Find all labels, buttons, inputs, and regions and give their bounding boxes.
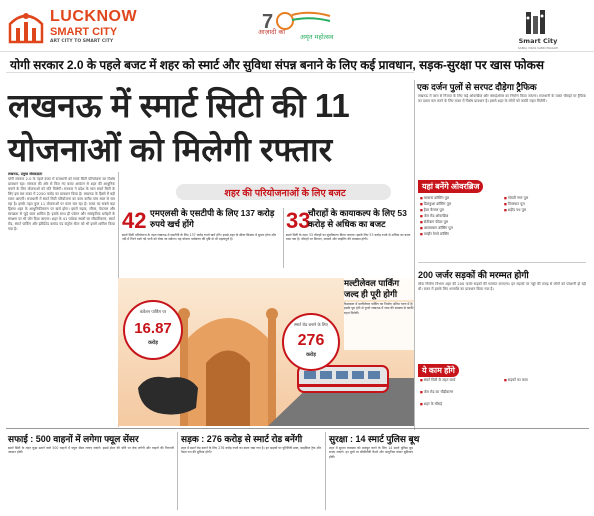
badge1-text: कंवेंशन पार्किंग पर [139, 309, 167, 314]
headline-line-2: योजनाओं को मिलेगी रफ्तार [8, 131, 333, 168]
masthead [0, 0, 594, 52]
parking-title: मल्टीलेवल पार्किंग जल्द ही पूरी होगी [344, 278, 414, 300]
left-body-text: योगी सरकार 2.0 के पहले बजट में राजधानी को स्मार्ट सिटी परियोजना का विशेष प्रावधान रहा। सरकार की ओर से किए गए बजट आवंटन से शहर की आधुनिक बनाने के लिए योजनाओं को गति मिलेगी। सरकार ने प्रदेश के सात स्मार्ट सिटी के लिए इस बार बजट में 2250 करोड़ का प्रावधान किया है। लखनऊ के हिस्से में बड़ी रकम आएगी। राजधानी में स्मार्ट सिटी परियोजना का काम करीब पांच साल से चल रहा है। इसके तहत कुल 11 योजनाओं पर काम चल रहा है। बजट का सबसे बड़ा हिस्सा शहर के आधुनिकीकरण पर खर्च होगा। इसमें सड़क, सीवर, पेयजल और स्वच्छता से जुड़े काम शामिल हैं। इसके साथ ही पर्यटन और सांस्कृतिक धरोहरों के संरक्षण पर भी जोर दिया जाएगा। शहर के 41 पर्यटक स्थलों का सौंदर्यीकरण, स्मार्ट रोड, स्मार्ट पार्किंग और इंटीग्रेटेड कमांड एंड कंट्रोल सेंटर को भी इसमें शामिल किया गया है। [8, 177, 115, 231]
bottom-col3-body: शहर में सुरक्षा व्यवस्था को मजबूत करने के लिए 14 स्मार्ट पुलिस बूथ बनाए जाएंगे। इन बूथों पर सीसीटीवी कैमरे और आधुनिक संचार सुविधाएं होंगी। [329, 446, 413, 459]
badge1-unit: करोड़ [148, 340, 158, 346]
svg-text:7: 7 [262, 11, 274, 33]
left-column [8, 172, 115, 472]
smart-city-label: Smart City [518, 37, 558, 45]
logo-tagline: ART CITY TO SMART CITY [50, 39, 114, 44]
logo-subtitle: SMART CITY [50, 26, 118, 38]
headline [8, 84, 418, 172]
bottom-col1-body: स्मार्ट सिटी के तहत कूड़ा उठाने वाले 500 वाहनों में फ्यूल सेंसर लगाए जाएंगे। इससे ईंधन की चोरी पर रोक लगेगी और वाहनों की निगरानी आसान होगी। [8, 446, 174, 455]
right-title: एक दर्जन पुलों से सरपट दौड़ेगा ट्रैफिक [417, 82, 537, 92]
dateline: लखनऊ, प्रमुख संवाददाता [8, 172, 43, 176]
logo-title: LUCKNOW [50, 8, 138, 25]
item2-number: 33 [286, 208, 311, 233]
column-divider [414, 80, 415, 430]
list-item: ■ आलमबाग क्रॉसिंग पुल [420, 226, 453, 231]
list-item: ■ पिपरघाट पुल [504, 202, 525, 207]
bottom-col3-head: सुरक्षा : 14 स्मार्ट पुलिस बूथ [329, 434, 420, 444]
list-item: ■ मल्हौर रेलवे क्रॉसिंग [420, 232, 449, 237]
column-divider [177, 432, 178, 510]
azadi-line2: अमृत महोत्सव [300, 33, 334, 41]
roads-body: लोक निर्माण विभाग शहर की 200 जर्जर सड़कों की मरम्मत कराएगा। इन सड़कों पर गड्ढों की वजह से लोगों को परेशानी हो रही थी। बजट में इसके लिए धनराशि का प्रावधान किया गया है। [418, 282, 586, 291]
list-item: ■ डिलकुशा क्रॉसिंग पुल [420, 202, 451, 207]
bottom-col2-head: सड़क : 276 करोड़ से स्मार्ट रोड बनेंगी [181, 434, 303, 444]
column-divider [325, 432, 326, 510]
item1-number: 42 [122, 208, 147, 233]
item2-title: चौराहों के कायाकल्प के लिए 53 करोड़ से अधिक का बजट [308, 208, 407, 229]
list-item: ■ हैदर कैनाल पुल [420, 208, 444, 213]
works-list [420, 378, 588, 428]
bottom-col1-head: सफाई : 500 वाहनों में लगेगा फ्यूल सेंसर [8, 434, 139, 444]
list-item: ■ गोमती नगर पुल [504, 196, 528, 201]
divider [6, 428, 589, 429]
badge2-number: 276 [297, 332, 325, 349]
list-item: ■ जेल रोड ओवरब्रिज [420, 214, 448, 219]
item2-body: स्मार्ट सिटी के तहत 33 चौराहों का सुंदरीकरण किया जाएगा। इसके लिए 53 करोड़ रुपये से अधिक का बजट रखा गया है। चौराहों पर सिग्नल, फव्वारे और लाइटिंग की व्यवस्था होगी। [286, 233, 411, 242]
overbridge-list [420, 196, 588, 254]
list-item: ■ मरवाना क्रॉसिंग पुल [420, 196, 449, 201]
badge2-unit: करोड़ [306, 352, 316, 358]
right-intro: लखनऊ में जाम से निजात के लिए कई ओवरब्रिज और फ्लाईओवर का निर्माण किया जाएगा। राजधानी के व्यस्त चौराहों पर ट्रैफिक का दबाव कम करने के लिए बजट में विशेष प्रावधान है। इससे शहर के लोगों को काफी राहत मिलेगी। [418, 94, 586, 103]
overbridge-head: यहां बनेंगे ओवरब्रिज [418, 180, 483, 193]
divider [418, 262, 586, 263]
list-item: ■ सड़कों का काम [504, 378, 528, 383]
parking-body: कैसरबाग में मल्टीलेवल पार्किंग का निर्माण अंतिम चरण में है। इसके पूरा होने से पुराने लखनऊ में जाम की समस्या से काफी राहत मिलेगी। [344, 302, 414, 350]
list-item: ■ शहीद पथ पुल [504, 208, 526, 213]
list-item: ■ सेतीबाग फीडर पुल [420, 220, 448, 225]
badge1-number: 16.87 [134, 320, 172, 337]
item1-body: स्मार्ट सिटी परियोजना के तहत लखनऊ में एसटीपी के लिए 137 करोड़ रुपये खर्च होंगे। इससे शहर के सीवर सिस्टम में सुधार होगा और नदी में गिरने वाले गंदे पानी को रोका जा सकेगा। यह योजना पर्यावरण की दृष्टि से भी महत्वपूर्ण है। [122, 233, 276, 242]
list-item: ■ स्मार्ट सिटी के तहत कार्य [420, 378, 455, 383]
smart-city-sub: SABKA VIKAS SABKI PRAGATI [517, 46, 559, 50]
roads-head: 200 जर्जर सड़कों की मरम्मत होगी [418, 270, 529, 280]
bottom-col2-body: शहर में स्मार्ट रोड बनाने के लिए 276 करोड़ रुपये का बजट रखा गया है। इन सड़कों पर यूटिलिटी डक्ट, साइकिल ट्रैक और पैदल पथ की सुविधा होगी। [181, 446, 321, 455]
center-banner: शहर की परियोजनाओं के लिए बजट [224, 188, 346, 199]
kicker-line: योगी सरकार 2.0 के पहले बजट में शहर को स्मार्ट और सुविधा संपन्न बनाने के लिए कई प्रावधान, सड़क-सुरक्षा पर खास फोकस [10, 58, 544, 72]
list-item: ■ जेल रोड का चौड़ीकरण [420, 390, 453, 395]
column-divider [283, 208, 284, 268]
azadi-line1: आज़ादी का [258, 28, 286, 36]
item1-title: एमएलसी के एसटीपी के लिए 137 करोड़ रुपये खर्च होंगे [150, 208, 275, 229]
list-item: ■ शहर के चौराहे [420, 402, 442, 407]
works-head: ये काम होंगे [418, 364, 459, 377]
azadi-amrit-mahotsav-logo-icon [230, 6, 360, 48]
divider [6, 72, 414, 73]
headline-line-1: लखनऊ में स्मार्ट सिटी की 11 [8, 87, 350, 124]
badge2-text: स्मार्ट रोड बनाने के लिए [294, 322, 328, 327]
